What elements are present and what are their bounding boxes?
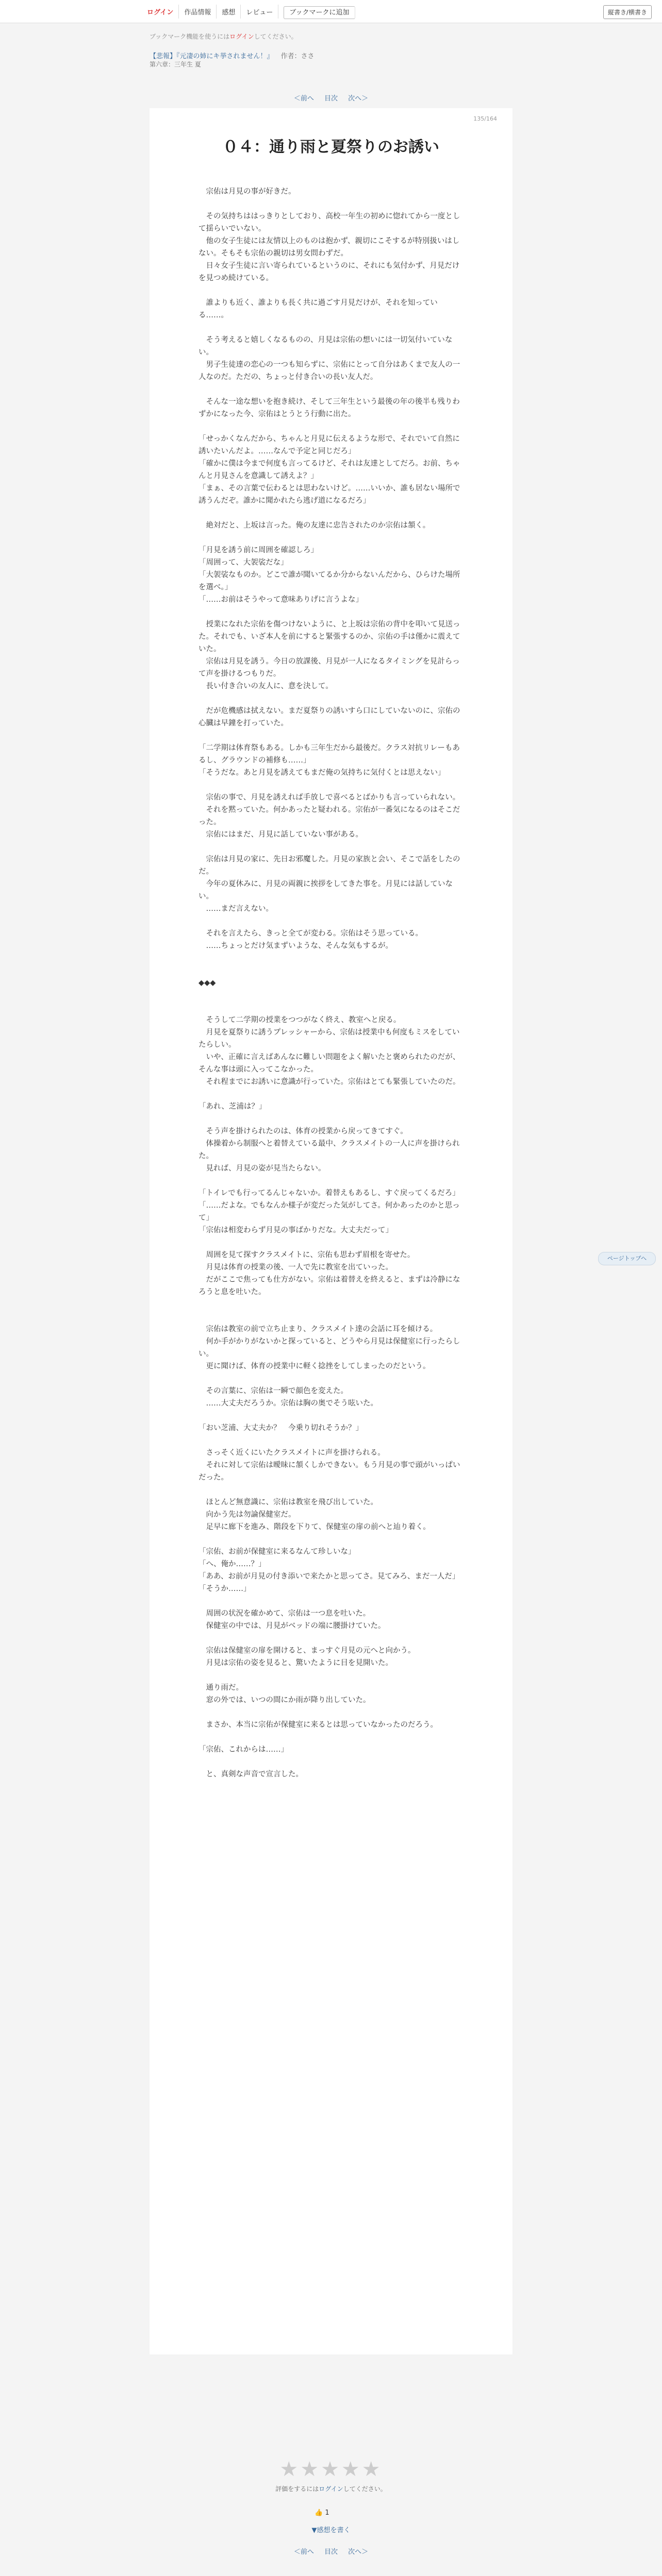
- rating-stars[interactable]: ★★★★★: [279, 2458, 383, 2481]
- body-paragraph: [198, 952, 464, 964]
- top-bar: [0, 0, 662, 23]
- top-nav: [142, 5, 360, 19]
- body-paragraph: 「……お前はそうやって意味ありげに言うよな」: [198, 596, 363, 604]
- body-paragraph: 宗佑は月見の家に、先日お邪魔した。月見の家族と会い、そこで話をしたのだ。: [198, 855, 460, 876]
- body-paragraph: 「二学期は体育祭もある。しかも三年生だから最後だ。クラス対抗リレーもあるし、グラウンドの補修も……」: [198, 744, 460, 765]
- body-paragraph: [198, 1298, 464, 1311]
- body-paragraph: だがここで焦っても仕方がない。宗佑は着替えを終えると、まずは冷静になろうと息を吐いた。: [198, 1276, 460, 1296]
- nav-work-info[interactable]: 作品情報: [179, 5, 217, 19]
- body-paragraph: それを言えたら、きっと全てが変わる。宗佑はそう思っている。: [198, 929, 423, 938]
- body-paragraph: ほとんど無意識に、宗佑は教室を飛び出していた。: [198, 1498, 378, 1506]
- bookmark-login-notice: ブックマーク機能を使うにはログインしてください。: [150, 33, 297, 40]
- body-paragraph: 「確かに僕は今まで何度も言ってるけど、それは友達としてだろ。お前、ちゃんと月見さんを意識して誘えよ？」: [198, 460, 460, 480]
- bookmark-add-button[interactable]: ブックマークに追加: [284, 6, 355, 19]
- body-paragraph: まさか、本当に宗佑が保健室に来るとは思っていなかったのだろう。: [198, 1721, 438, 1729]
- body-paragraph: [198, 964, 464, 977]
- body-paragraph: 「……だよな。でもなんか様子が変だった気がしてさ。何かあったのかと思って」: [198, 1201, 460, 1222]
- body-paragraph: [198, 321, 464, 334]
- body-paragraph: 「おい芝浦、大丈夫か？ 今乗り切れそうか？」: [198, 1424, 363, 1432]
- body-paragraph: 「へ、俺か……？」: [198, 1560, 266, 1568]
- body-paragraph: [198, 1113, 464, 1125]
- body-paragraph: ……大丈夫だろうか。宗佑は胸の奥でそう呟いた。: [198, 1399, 378, 1408]
- body-paragraph: 「大袈裟なものか。どこで誰が聞いてるか分からないんだから、ひらけた場所を選べ。」: [198, 571, 460, 591]
- body-paragraph: 「トイレでも行ってるんじゃないか。着替えもあるし、すぐ戻ってくるだろ」: [198, 1189, 460, 1197]
- nav-review[interactable]: レビュー: [241, 5, 278, 19]
- novel-body: [198, 185, 464, 1781]
- toc-link[interactable]: 目次: [324, 95, 338, 103]
- body-paragraph: [198, 1731, 464, 1743]
- body-paragraph: [198, 532, 464, 544]
- prev-link-bottom[interactable]: ＜前へ: [293, 2548, 314, 2556]
- body-paragraph: [198, 1236, 464, 1249]
- body-paragraph: [198, 1175, 464, 1187]
- body-paragraph: [198, 507, 464, 519]
- body-paragraph: 月見は宗佑の姿を見ると、驚いたように目を見開いた。: [198, 1659, 393, 1667]
- chapter-label: 第六章：三年生 夏: [150, 61, 201, 68]
- body-paragraph: 長い付き合いの友人に、意を決して。: [198, 682, 333, 690]
- body-paragraph: そうして二学期の授業をつつがなく終え、教室へと戻る。: [198, 1016, 401, 1024]
- section-separator: ◆◆◆: [198, 979, 216, 987]
- rating-area: [179, 2458, 483, 2493]
- write-kansou-toggle[interactable]: ▼感想を書く: [311, 2527, 351, 2534]
- notice-login-link[interactable]: ログイン: [229, 33, 254, 40]
- body-paragraph: そう考えると嬉しくなるものの、月見は宗佑の想いには一切気付いていない。: [198, 336, 453, 357]
- body-paragraph: 「月見を誘う前に周囲を確認しろ」: [198, 546, 318, 554]
- like-button[interactable]: [315, 2509, 329, 2517]
- body-paragraph: その気持ちははっきりとしており、高校一年生の初めに惚れてから一度として揺らいでいない。: [198, 212, 460, 233]
- nav-kansou[interactable]: 感想: [217, 5, 241, 19]
- body-paragraph: 誰よりも近く、誰よりも長く共に過ごす月見だけが、それを知っている……。: [198, 299, 438, 319]
- rating-login-notice: 評価をするにはログインしてください。: [275, 2485, 387, 2493]
- pager-top: [0, 93, 662, 103]
- body-paragraph: 他の女子生徒には友情以上のものは抱かず、親切にこそするが特別扱いはしない。そもそも宗佑の親切は男女問わずだ。: [198, 237, 460, 258]
- body-paragraph: 周囲を見て探すクラスメイトに、宗佑も思わず眉根を寄せた。: [198, 1251, 415, 1259]
- body-paragraph: 向かう先は勿論保健室だ。: [198, 1511, 296, 1519]
- body-paragraph: [198, 1434, 464, 1447]
- body-paragraph: 「そうか……」: [198, 1585, 251, 1593]
- body-paragraph: [198, 198, 464, 210]
- body-paragraph: 「ああ、お前が月見の付き添いで来たかと思ってさ。見てみろ、まだ一人だ」: [198, 1572, 460, 1581]
- body-paragraph: 「まぁ、その言葉で伝わるとは思わないけど。……いいか、誰も居ない場所で誘うんだぞ。誰かに聞かれたら逃げ道になるだろ」: [198, 484, 460, 505]
- layout-toggle-button[interactable]: 縦書き/横書き: [603, 5, 652, 19]
- body-paragraph: 保健室の中では、月見がベッドの端に腰掛けていた。: [198, 1622, 386, 1630]
- body-paragraph: [198, 989, 464, 1002]
- body-paragraph: [198, 383, 464, 396]
- body-paragraph: [198, 606, 464, 618]
- body-paragraph: [198, 1002, 464, 1014]
- series-info: [150, 50, 315, 60]
- body-paragraph: 月見を夏祭りに誘うプレッシャーから、宗佑は授業中も何度もミスをしていたらしい。: [198, 1028, 460, 1049]
- body-paragraph: ……ちょっとだけ気まずいような、そんな気もするが。: [198, 942, 393, 950]
- body-paragraph: 「そうだな。あと月見を誘えてもまだ俺の気持ちに気付くとは思えない」: [198, 769, 445, 777]
- body-paragraph: 更に聞けば、体育の授業中に軽く捻挫をしてしまったのだという。: [198, 1362, 431, 1370]
- toc-link-bottom[interactable]: 目次: [324, 2548, 338, 2556]
- body-paragraph: 授業になれた宗佑を傷つけないように、と上坂は宗佑の背中を叩いて見送った。それでも、いざ本人を前にすると緊張するのか、宗佑の手は僅かに震えていた。: [198, 620, 460, 653]
- body-paragraph: それ程までにお誘いに意識が行っていた。宗佑はとても緊張していたのだ。: [198, 1078, 460, 1086]
- body-paragraph: そう声を掛けられたのは、体育の授業から戻ってきてすぐ。: [198, 1127, 408, 1136]
- body-paragraph: 宗佑は月見を誘う。今日の放課後、月見が一人になるタイミングを見計らって声を掛けるつもりだ。: [198, 657, 460, 678]
- next-link[interactable]: 次へ＞: [348, 95, 369, 103]
- body-paragraph: [198, 284, 464, 297]
- body-paragraph: ……まだ言えない。: [198, 905, 273, 913]
- login-link[interactable]: ログイン: [142, 5, 179, 19]
- body-paragraph: [198, 692, 464, 705]
- body-paragraph: そんな一途な想いを抱き続け、そして三年生という最後の年の後半も残りわずかになった今、宗佑はとうとう行動に出た。: [198, 398, 460, 418]
- body-paragraph: 男子生徒達の恋心の一つも知らずに、宗佑にとって自分はあくまで友人の一人なのだ。ただの、ちょっと付き合いの長い友人だ。: [198, 361, 460, 381]
- chapter-title: ０４：通り雨と夏祭りのお誘い: [223, 138, 439, 156]
- body-paragraph: 見れば、月見の姿が見当たらない。: [198, 1164, 326, 1173]
- body-paragraph: [198, 1311, 464, 1323]
- body-paragraph: 通り雨だ。: [198, 1684, 243, 1692]
- body-paragraph: 月見は体育の授業の後、一人で先に教室を出ていった。: [198, 1263, 393, 1272]
- body-paragraph: 体操着から制服へと着替えている最中、クラスメイトの一人に声を掛けられた。: [198, 1140, 460, 1160]
- body-paragraph: いや、正確に言えばあんなに難しい問題をよく解いたと褒められたのだが、そんな事は頭に入ってこなかった。: [198, 1053, 460, 1074]
- body-paragraph: 何か手がかりがないかと探っていると、どうやら月見は保健室に行ったらしい。: [198, 1337, 460, 1358]
- body-paragraph: [198, 730, 464, 742]
- body-paragraph: 宗佑は月見の事が好きだ。: [198, 188, 296, 196]
- body-paragraph: 「宗佑、お前が保健室に来るなんて珍しいな」: [198, 1548, 356, 1556]
- series-title-link[interactable]: 【悲報】『元凄の姉にキ挙されません！』: [150, 53, 274, 60]
- body-paragraph: 「せっかくなんだから、ちゃんと月見に伝えるような形で、それでいて自然に誘いたいんだよ。……なんで予定と同じだろ」: [198, 435, 460, 455]
- body-paragraph: [198, 779, 464, 791]
- body-paragraph: 周囲の状況を確かめて、宗佑は一つ息を吐いた。: [198, 1609, 371, 1618]
- body-paragraph: [198, 1533, 464, 1546]
- body-paragraph: 宗佑は教室の前で立ち止まり、クラスメイト達の会話に耳を傾ける。: [198, 1325, 438, 1333]
- rating-login-link[interactable]: ログイン: [319, 2485, 343, 2493]
- body-paragraph: 「周囲って、大袈裟だな」: [198, 558, 288, 567]
- body-paragraph: [198, 1088, 464, 1100]
- body-paragraph: 宗佑の事で、月見を誘えれば手放しで喜べるとばかりも言っていられない。: [198, 793, 460, 802]
- page-count: 135/164: [473, 115, 497, 122]
- body-paragraph: 「宗佑、これからは……」: [198, 1745, 288, 1754]
- body-paragraph: 「あれ、芝浦は？」: [198, 1103, 267, 1111]
- body-paragraph: 「宗佑は相変わらず月見の事ばかりだな。大丈夫だって」: [198, 1226, 393, 1234]
- thumbs-up-icon: 👍: [315, 2509, 323, 2517]
- body-paragraph: それに対して宗佑は曖昧に頷くしかできない。もう月見の事で頭がいっぱいだった。: [198, 1461, 460, 1482]
- prev-link[interactable]: ＜前へ: [293, 95, 314, 103]
- body-paragraph: 足早に廊下を進み、階段を下りて、保健室の扉の前へと辿り着く。: [198, 1523, 431, 1531]
- next-link-bottom[interactable]: 次へ＞: [348, 2548, 369, 2556]
- body-paragraph: [198, 841, 464, 853]
- page-top-button[interactable]: ページトップへ: [598, 1252, 656, 1265]
- body-paragraph: [198, 1632, 464, 1645]
- novel-paper: [150, 108, 512, 2354]
- body-paragraph: [198, 915, 464, 927]
- body-paragraph: [198, 1756, 464, 1768]
- body-paragraph: [198, 1372, 464, 1385]
- body-paragraph: 窓の外では、いつの間にか雨が降り出していた。: [198, 1696, 371, 1704]
- body-paragraph: 日々女子生徒に言い寄られているというのに、それにも気付かず、月見だけを見つめ続けている。: [198, 262, 460, 282]
- body-paragraph: [198, 420, 464, 433]
- body-paragraph: と、真剣な声音で宣言した。: [198, 1770, 303, 1778]
- body-paragraph: さっそく近くにいたクラスメイトに声を掛けられる。: [198, 1449, 385, 1457]
- body-paragraph: [198, 1410, 464, 1422]
- body-paragraph: だが危機感は拭えない。まだ夏祭りの誘いすら口にしていないのに、宗佑の心臓は早鐘を打っていた。: [198, 707, 460, 727]
- author-label: 作者：ささ: [280, 53, 315, 60]
- like-count: 1: [325, 2509, 329, 2517]
- pager-bottom: [0, 2546, 662, 2556]
- body-paragraph: [198, 1669, 464, 1682]
- body-paragraph: 宗佑は保健室の扉を開けると、まっすぐ月見の元へと向かう。: [198, 1647, 416, 1655]
- body-paragraph: 宗佑にはまだ、月見に話していない事がある。: [198, 831, 363, 839]
- body-paragraph: 今年の夏休みに、月見の両親に挨拶をしてきた事を。月見には話していない。: [198, 880, 453, 901]
- body-paragraph: 絶対だと、上坂は言った。俺の友達に忠告されたのか宗佑は頷く。: [198, 521, 431, 530]
- body-paragraph: その言葉に、宗佑は一瞬で顔色を変えた。: [198, 1387, 348, 1395]
- body-paragraph: [198, 1484, 464, 1496]
- body-paragraph: [198, 1595, 464, 1607]
- body-paragraph: [198, 1706, 464, 1719]
- body-paragraph: それを黙っていた。何かあったと疑われる。宗佑が一番気になるのはそこだった。: [198, 806, 460, 826]
